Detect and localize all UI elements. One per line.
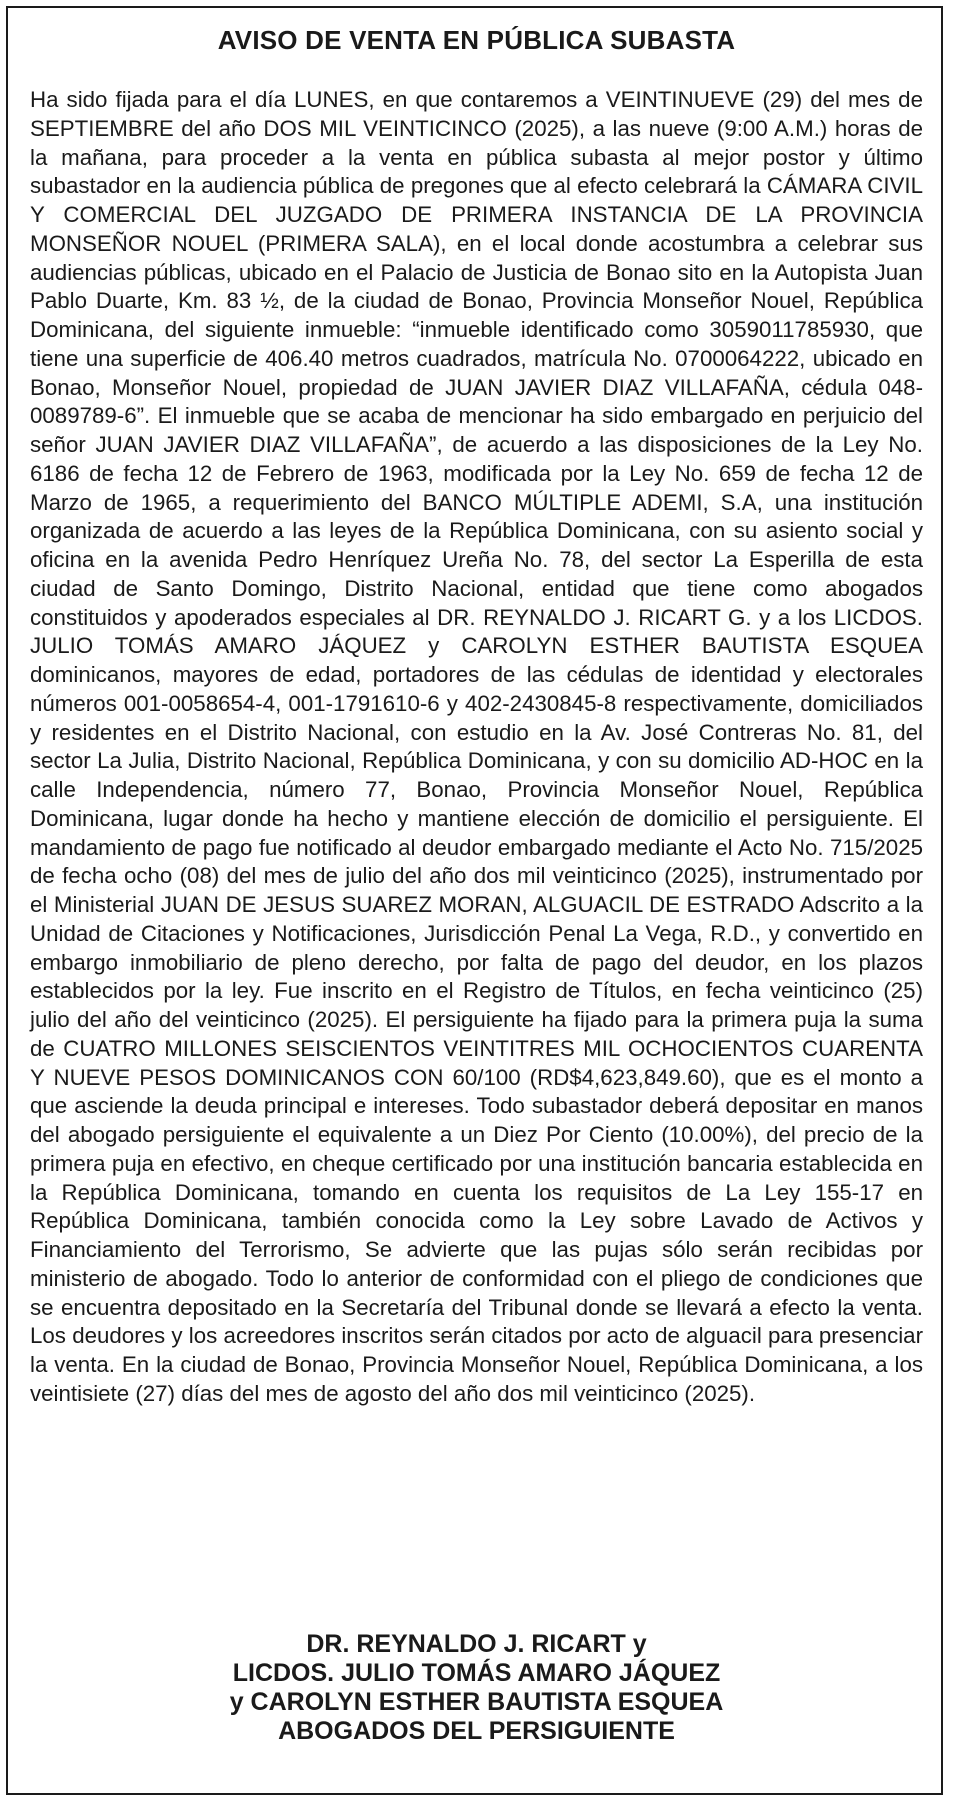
- notice-title: AVISO DE VENTA EN PÚBLICA SUBASTA: [217, 25, 736, 55]
- signature-block: [0, 1630, 953, 1746]
- signature-line: DR. REYNALDO J. RICART y: [306, 1630, 647, 1658]
- signature-line: ABOGADOS DEL PERSIGUIENTE: [278, 1717, 675, 1745]
- signature-line: y CAROLYN ESTHER BAUTISTA ESQUEA: [229, 1688, 724, 1716]
- notice-body: Ha sido fijada para el día LUNES, en que contaremos a VEINTINUEVE (29) del mes de SEPTIEMBRE del año DOS MIL VEINTICINCO (2025), a las nueve (9:00 A.M.) horas de la mañana, para proceder a la venta en pública subasta al mejor postor y último subastador en la audiencia pública de pregones que al efecto celebrará la CÁMARA CIVIL Y COMERCIAL DEL JUZGADO DE PRIMERA INSTANCIA DE LA PROVINCIA MONSEÑOR NOUEL (PRIMERA SALA), en el local donde acostumbra a celebrar sus audiencias públicas, ubicado en el Palacio de Justicia de Bonao sito en la Autopista Juan Pablo Duarte, Km. 83 ½, de la ciudad de Bonao, Provincia Monseñor Nouel, República Dominicana, del siguiente inmueble: “inmueble identificado como 3059011785930, que tiene una superficie de 406.40 metros cuadrados, matrícula No. 0700064222, ubicado en Bonao, Monseñor Nouel, propiedad de JUAN JAVIER DIAZ VILLAFAÑA, cédula 048-0089789-6”. El inmueble que se acaba de mencionar ha sido embargado en perjuicio del señor JUAN JAVIER DIAZ VILLAFAÑA”, de acuerdo a las disposiciones de la Ley No. 6186 de fecha 12 de Febrero de 1963, modificada por la Ley No. 659 de fecha 12 de Marzo de 1965, a requerimiento del BANCO MÚLTIPLE ADEMI, S.A, una institución organizada de acuerdo a las leyes de la República Dominicana, con su asiento social y oficina en la avenida Pedro Henríquez Ureña No. 78, del sector La Esperilla de esta ciudad de Santo Domingo, Distrito Nacional, entidad que tiene como abogados constituidos y apoderados especiales al DR. REYNALDO J. RICART G. y a los LICDOS. JULIO TOMÁS AMARO JÁQUEZ y CAROLYN ESTHER BAUTISTA ESQUEA dominicanos, mayores de edad, portadores de las cédulas de identidad y electorales números 001-0058654-4, 001-1791610-6 y 402-2430845-8 respectivamente, domiciliados y residentes en el Distrito Nacional, con estudio en la Av. José Contreras No. 81, del sector La Julia, Distrito Nacional, República Dominicana, y con su domicilio AD-HOC en la calle Independencia, número 77, Bonao, Provincia Monseñor Nouel, República Dominicana, lugar donde ha hecho y mantiene elección de domicilio el persiguiente. El mandamiento de pago fue notificado al deudor embargado mediante el Acto No. 715/2025 de fecha ocho (08) del mes de julio del año dos mil veinticinco (2025), instrumentado por el Ministerial JUAN DE JESUS SUAREZ MORAN, ALGUACIL DE ESTRADO Adscrito a la Unidad de Citaciones y Notificaciones, Jurisdicción Penal La Vega, R.D., y convertido en embargo inmobiliario de pleno derecho, por falta de pago del deudor, en los plazos establecidos por la ley. Fue inscrito en el Registro de Títulos, en fecha veinticinco (25) julio del año del veinticinco (2025). El persiguiente ha fijado para la primera puja la suma de CUATRO MILLONES SEISCIENTOS VEINTITRES MIL OCHOCIENTOS CUARENTA Y NUEVE PESOS DOMINICANOS CON 60/100 (RD$4,623,849.60), que es el monto a que asciende la deuda principal e intereses. Todo subastador deberá depositar en manos del abogado persiguiente el equivalente a un Diez Por Ciento (10.00%), del precio de la primera puja en efectivo, en cheque certificado por una institución bancaria establecida en la República Dominicana, tomando en cuenta los requisitos de La Ley 155-17 en República Dominicana, también conocida como la Ley sobre Lavado de Activos y Financiamiento del Terrorismo, Se advierte que las pujas sólo serán recibidas por ministerio de abogado. Todo lo anterior de conformidad con el pliego de condiciones que se encuentra depositado en la Secretaría del Tribunal donde se llevará a efecto la venta. Los deudores y los acreedores inscritos serán citados por acto de alguacil para presenciar la venta. En la ciudad de Bonao, Provincia Monseñor Nouel, República Dominicana, a los veintisiete (27) días del mes de agosto del año dos mil veinticinco (2025).: [30, 87, 923, 1406]
- signature-line: LICDOS. JULIO TOMÁS AMARO JÁQUEZ: [232, 1659, 721, 1687]
